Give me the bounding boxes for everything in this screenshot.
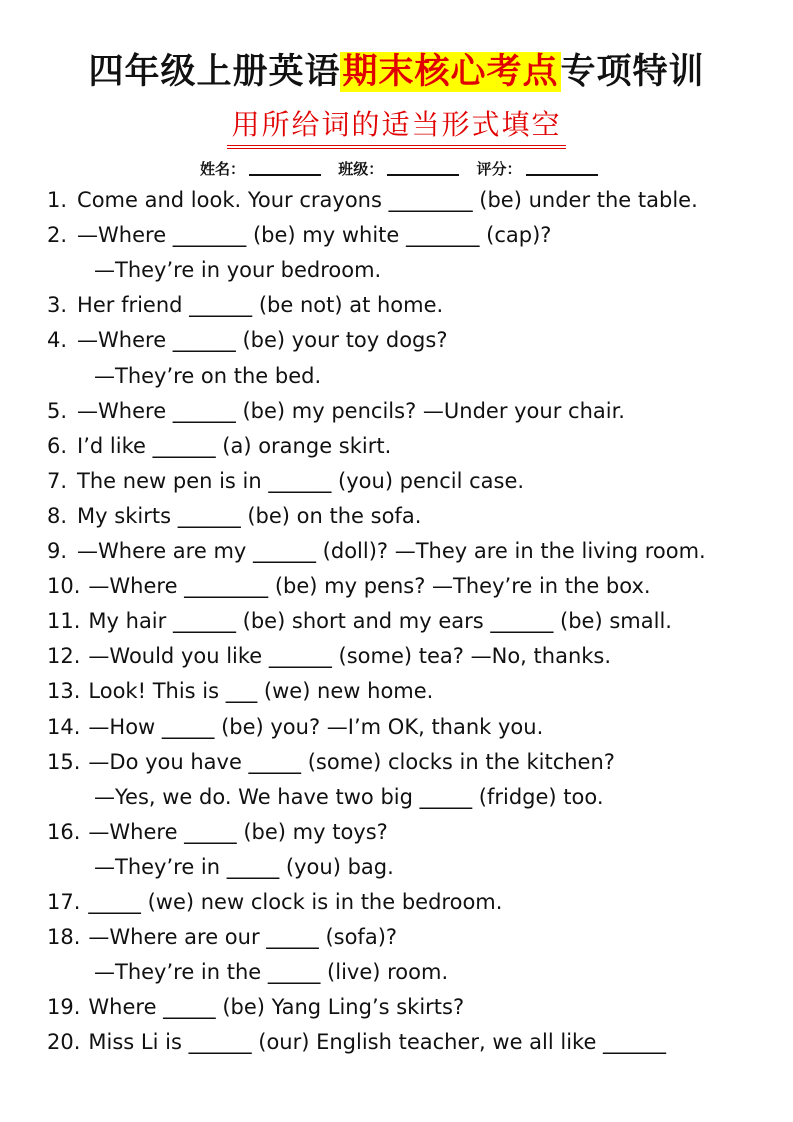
question-line bbox=[47, 326, 447, 354]
question-text: Her friend ______ (be not) at home. bbox=[77, 293, 444, 318]
question-line bbox=[47, 291, 443, 319]
question-continuation bbox=[94, 853, 394, 881]
question-text: —Where _____ (be) my toys? bbox=[88, 819, 388, 844]
question-number: 19. bbox=[47, 995, 81, 1020]
question-number: 8. bbox=[47, 503, 68, 528]
question-number: 12. bbox=[47, 644, 81, 669]
score-blank[interactable] bbox=[526, 174, 598, 176]
question-text: —Where are our _____ (sofa)? bbox=[88, 925, 398, 950]
question-text: —They’re in the _____ (live) room. bbox=[94, 960, 449, 985]
page-title bbox=[0, 44, 793, 94]
question-number: 11. bbox=[47, 609, 81, 634]
question-line bbox=[47, 713, 543, 741]
question-number: 5. bbox=[47, 398, 68, 423]
question-line bbox=[47, 432, 391, 460]
question-line bbox=[47, 607, 672, 635]
question-line bbox=[47, 537, 706, 565]
question-line bbox=[47, 1028, 666, 1056]
question-line bbox=[47, 186, 698, 214]
score-label: 评分： bbox=[476, 160, 522, 178]
question-text: My hair ______ (be) short and my ears ______ (be) small. bbox=[88, 609, 672, 634]
question-number: 1. bbox=[47, 188, 68, 212]
title-part-2: 专项特训 bbox=[560, 52, 705, 92]
question-text: Come and look. Your crayons ________ (be) under the table. bbox=[77, 188, 698, 212]
question-text: —Where ______ (be) your toy dogs? bbox=[77, 328, 448, 353]
question-number: 18. bbox=[47, 925, 81, 950]
question-text: —Do you have _____ (some) clocks in the kitchen? bbox=[88, 749, 615, 774]
question-number: 20. bbox=[47, 1030, 81, 1055]
question-text: —Where ______ (be) my pencils? —Under your chair. bbox=[77, 398, 625, 423]
class-blank[interactable] bbox=[387, 174, 459, 176]
question-number: 14. bbox=[47, 714, 81, 739]
question-text: The new pen is in ______ (you) pencil case. bbox=[77, 468, 525, 493]
question-number: 16. bbox=[47, 819, 81, 844]
question-text: —Where are my ______ (doll)? —They are in the living room. bbox=[77, 539, 706, 563]
question-line bbox=[47, 642, 611, 670]
question-line bbox=[47, 467, 524, 495]
question-continuation bbox=[94, 783, 604, 811]
title-highlight: 期末核心考点 bbox=[342, 52, 559, 92]
question-line bbox=[47, 221, 551, 249]
subtitle bbox=[0, 108, 793, 149]
name-label: 姓名： bbox=[200, 160, 246, 178]
question-text: —How _____ (be) you? —I’m OK, thank you. bbox=[88, 714, 544, 739]
question-number: 6. bbox=[47, 433, 68, 458]
question-text: —They’re in your bedroom. bbox=[94, 258, 382, 283]
question-number: 15. bbox=[47, 749, 81, 774]
question-text: —Yes, we do. We have two big _____ (fridge) too. bbox=[94, 784, 604, 809]
question-text: Where _____ (be) Yang Ling’s skirts? bbox=[88, 995, 465, 1020]
question-number: 17. bbox=[47, 890, 81, 914]
question-number: 2. bbox=[47, 223, 68, 248]
question-line bbox=[47, 677, 433, 705]
question-number: 4. bbox=[47, 328, 68, 353]
question-line bbox=[47, 818, 388, 846]
name-blank[interactable] bbox=[249, 174, 321, 176]
class-label: 班级： bbox=[338, 160, 384, 178]
question-line bbox=[47, 993, 464, 1021]
question-line bbox=[47, 748, 615, 776]
question-text: Look! This is ___ (we) new home. bbox=[88, 679, 434, 704]
question-number: 10. bbox=[47, 574, 81, 599]
question-text: —Where ________ (be) my pens? —They’re in the box. bbox=[88, 574, 651, 599]
question-text: —Where _______ (be) my white _______ (cap)? bbox=[77, 223, 552, 248]
question-continuation bbox=[94, 362, 321, 390]
question-number: 13. bbox=[47, 679, 81, 704]
question-text: _____ (we) new clock is in the bedroom. bbox=[88, 890, 503, 914]
question-continuation bbox=[94, 958, 448, 986]
question-text: I’d like ______ (a) orange skirt. bbox=[77, 433, 392, 458]
question-line bbox=[47, 923, 397, 951]
question-continuation bbox=[94, 256, 381, 284]
question-number: 3. bbox=[47, 293, 68, 318]
question-line bbox=[47, 888, 502, 916]
question-text: —They’re on the bed. bbox=[94, 363, 322, 388]
question-text: —Would you like ______ (some) tea? —No, thanks. bbox=[88, 644, 612, 669]
question-number: 9. bbox=[47, 539, 68, 563]
question-number: 7. bbox=[47, 468, 68, 493]
question-text: My skirts ______ (be) on the sofa. bbox=[77, 503, 422, 528]
question-line bbox=[47, 572, 651, 600]
subtitle-text: 用所给词的适当形式填空 bbox=[227, 108, 565, 149]
question-text: —They’re in _____ (you) bag. bbox=[94, 854, 394, 879]
question-line bbox=[47, 502, 421, 530]
title-part-1: 四年级上册英语 bbox=[88, 52, 341, 92]
question-line bbox=[47, 397, 625, 425]
student-info-row bbox=[200, 158, 610, 179]
question-text: Miss Li is ______ (our) English teacher, we all like ______ bbox=[88, 1030, 667, 1055]
